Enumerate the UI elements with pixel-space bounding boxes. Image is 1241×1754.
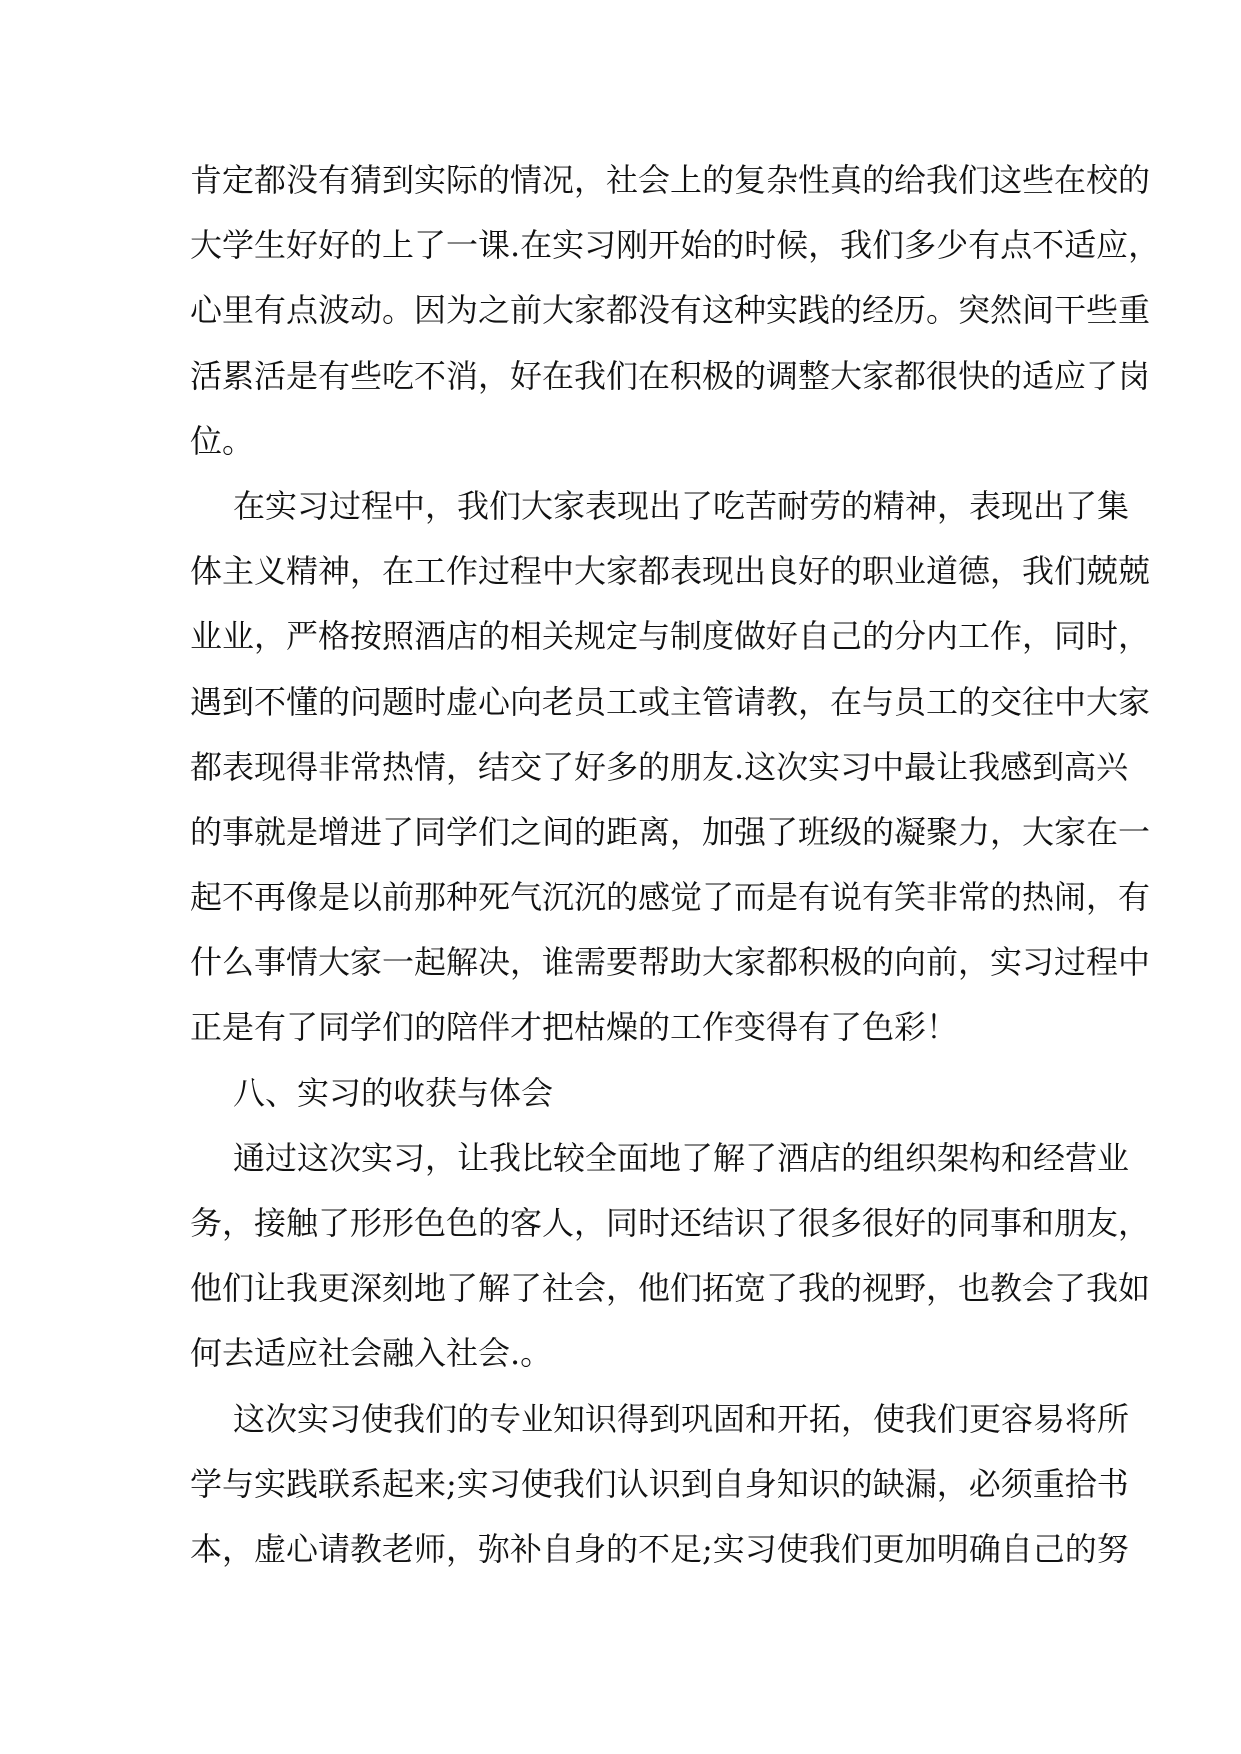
text-line: 正是有了同学们的陪伴才把枯燥的工作变得有了色彩！ [190, 1008, 959, 1047]
text-line: 肯定都没有猜到实际的情况，社会上的复杂性真的给我们这些在校的 [190, 161, 1151, 199]
section-heading [190, 1061, 1052, 1126]
document-page [190, 148, 1161, 1582]
text-line: 何去适应社会融入社会.。 [190, 1334, 553, 1373]
text-line: 学与实践联系起来;实习使我们认识到自身知识的缺漏，必须重拾书 [190, 1464, 1129, 1503]
text-line: 心里有点波动。因为之前大家都没有这种实践的经历。突然间干些重 [190, 291, 1151, 330]
body-paragraph [190, 1387, 1130, 1583]
text-line: 遇到不懂的问题时虚心向老员工或主管请教，在与员工的交往中大家 [190, 682, 1151, 721]
text-line: 通过这次实习，让我比较全面地了解了酒店的组织架构和经营业 [233, 1138, 1130, 1177]
text-line: 八、实习的收获与体会 [233, 1073, 554, 1112]
text-line: 业业，严格按照酒店的相关规定与制度做好自己的分内工作，同时， [190, 617, 1151, 656]
text-line: 他们让我更深刻地了解了社会，他们拓宽了我的视野，也教会了我如 [190, 1269, 1151, 1308]
text-line: 活累活是有些吃不消，好在我们在积极的调整大家都很快的适应了岗 [190, 356, 1151, 395]
text-line: 什么事情大家一起解决，谁需要帮助大家都积极的向前，实习过程中 [190, 943, 1151, 982]
text-line: 务，接触了形形色色的客人，同时还结识了很多很好的同事和朋友， [190, 1204, 1151, 1242]
text-line: 起不再像是以前那种死气沉沉的感觉了而是有说有笑非常的热闹，有 [190, 878, 1151, 917]
text-line: 大学生好好的上了一课.在实习刚开始的时候，我们多少有点不适应， [190, 226, 1161, 265]
text-line: 都表现得非常热情，结交了好多的朋友.这次实习中最让我感到高兴 [190, 747, 1129, 786]
body-paragraph [190, 148, 1161, 474]
text-line: 在实习过程中，我们大家表现出了吃苦耐劳的精神，表现出了集 [233, 486, 1130, 525]
text-line: 位。 [190, 421, 255, 460]
body-paragraph [190, 474, 1151, 1061]
text-line: 的事就是增进了同学们之间的距离，加强了班级的凝聚力，大家在一 [190, 812, 1151, 851]
text-line: 这次实习使我们的专业知识得到巩固和开拓，使我们更容易将所 [233, 1399, 1130, 1438]
body-paragraph [190, 1126, 1151, 1387]
text-line: 体主义精神，在工作过程中大家都表现出良好的职业道德，我们兢兢 [190, 552, 1151, 591]
text-line: 本，虚心请教老师，弥补自身的不足;实习使我们更加明确自己的努 [190, 1529, 1129, 1568]
